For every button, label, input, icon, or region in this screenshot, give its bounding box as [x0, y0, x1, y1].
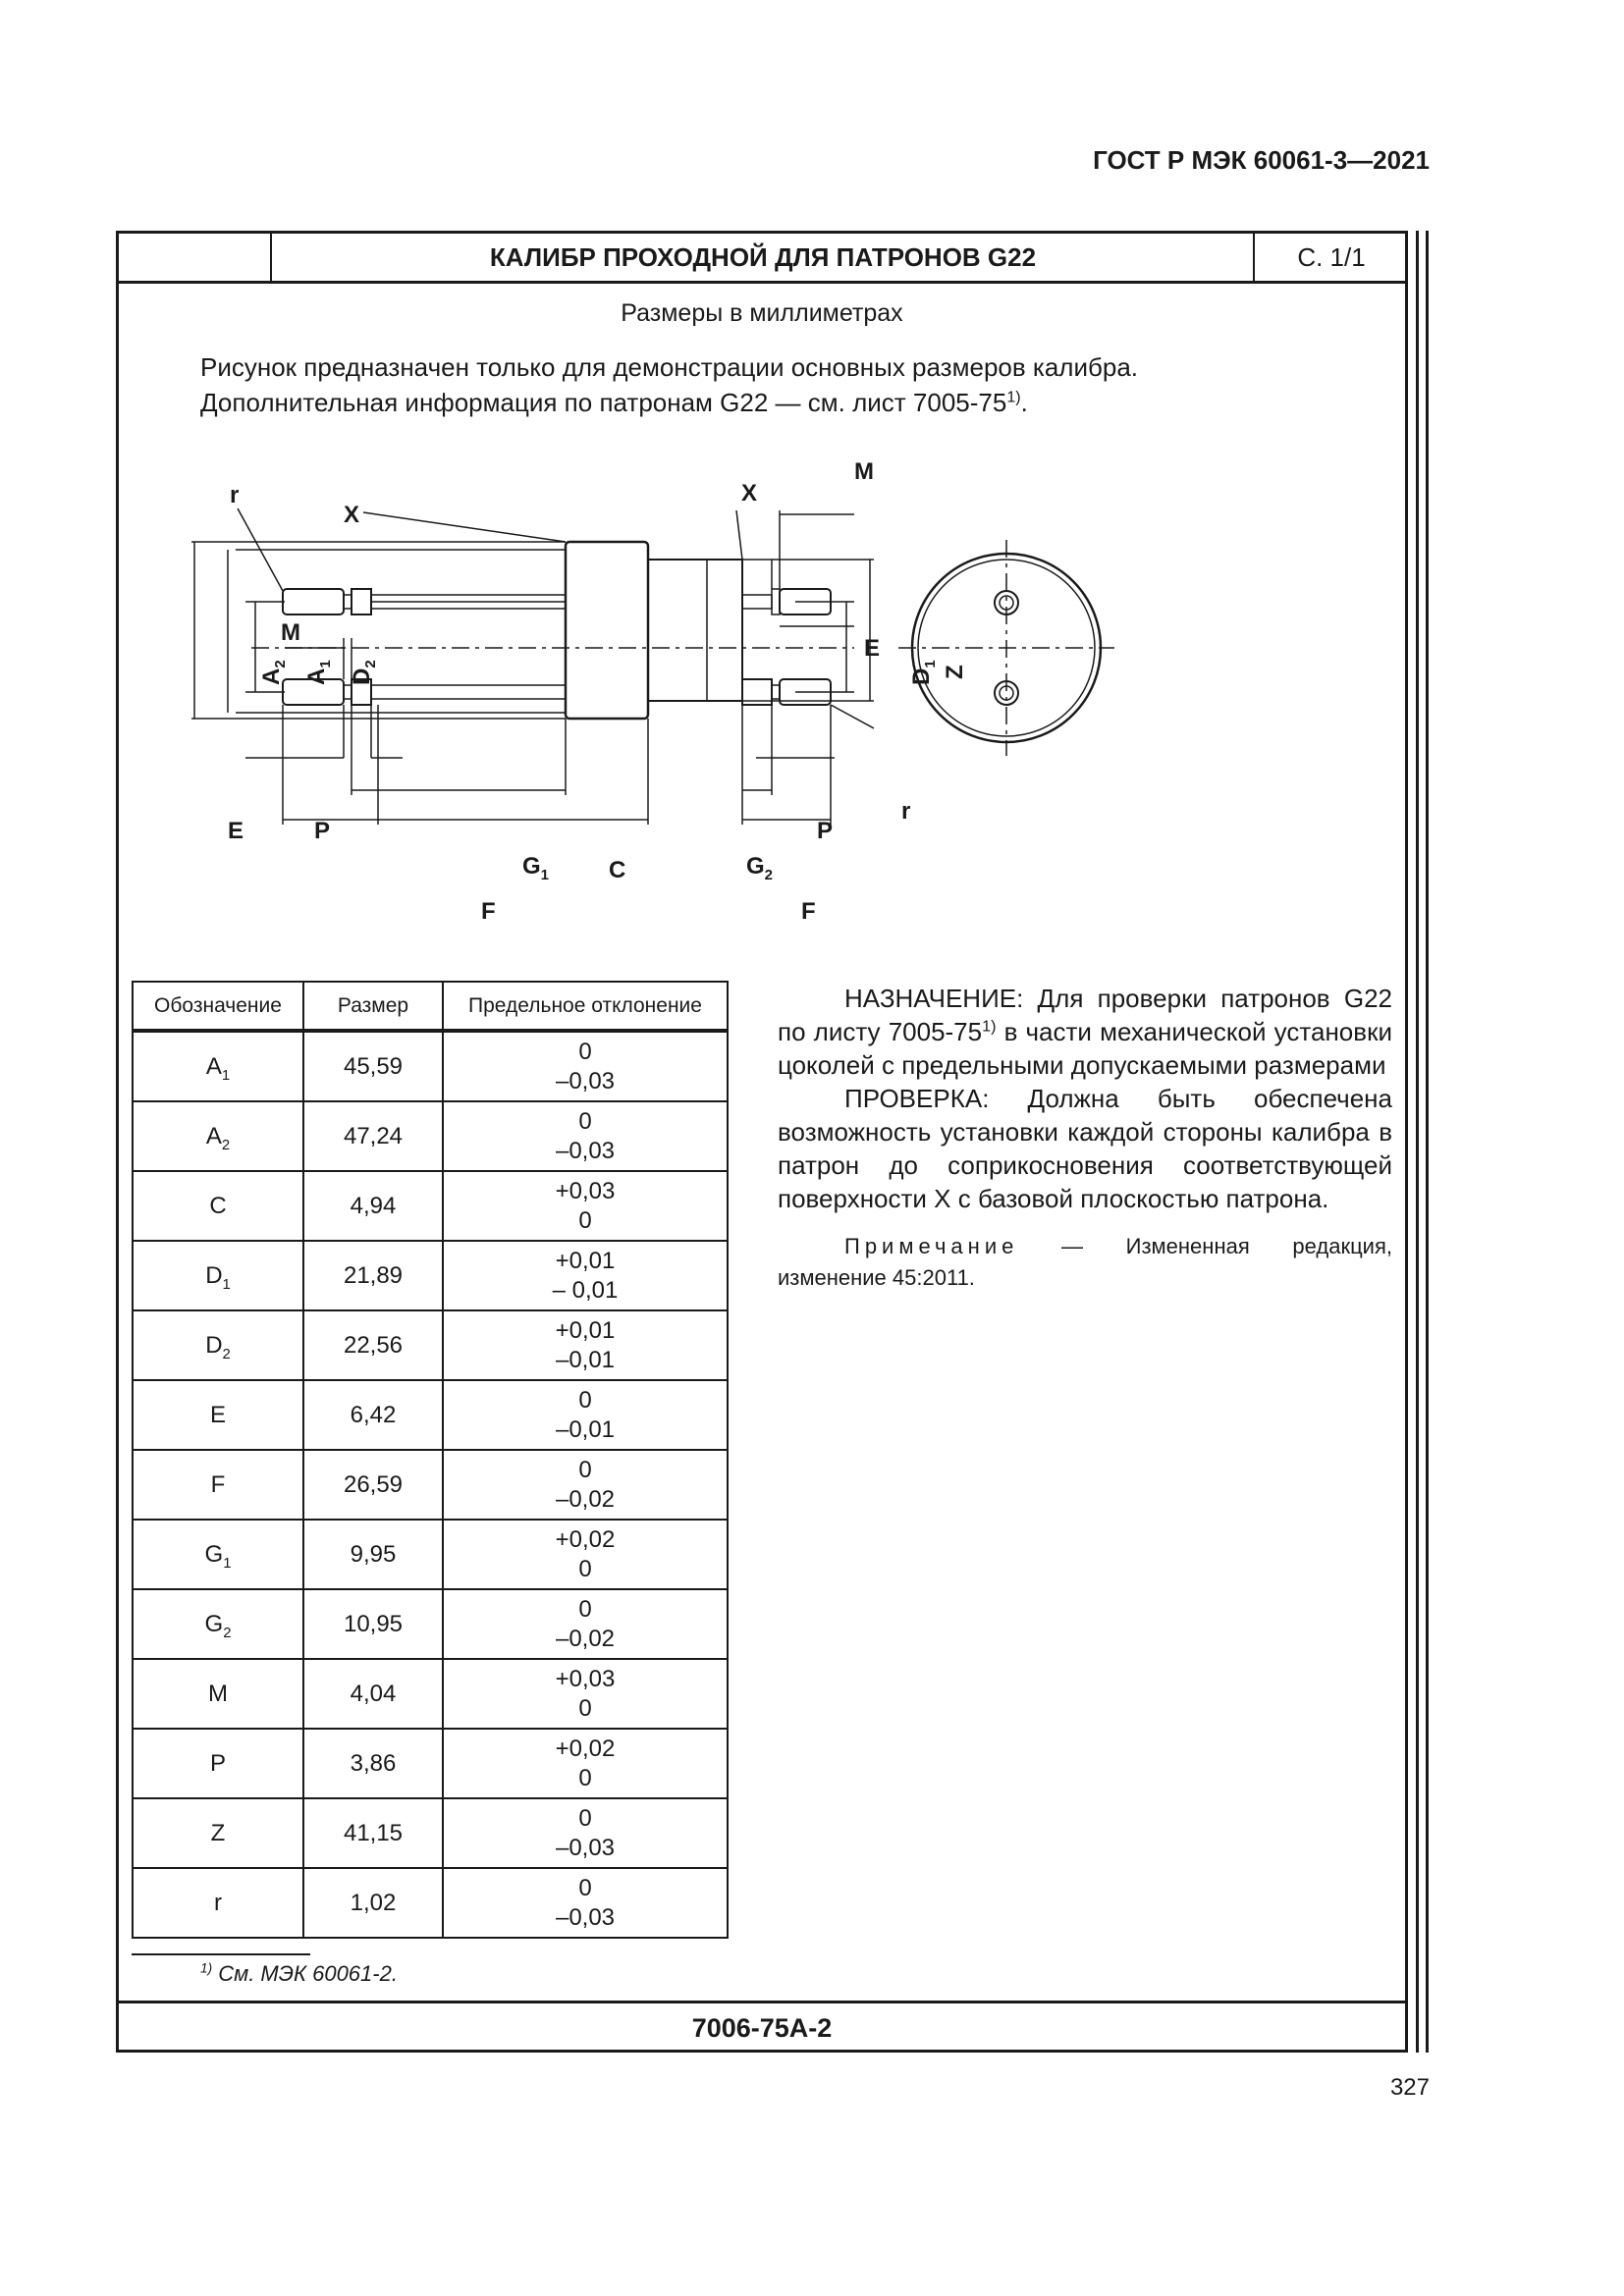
table-row [133, 1380, 728, 1450]
note-paragraph: Примечание — Измененная редакция, изменение 45:2011. [778, 1234, 1392, 1290]
label-e-right: E [864, 635, 881, 662]
cell-size: 47,24 [303, 1101, 443, 1171]
label-f-left: F [481, 898, 496, 925]
cell-designation: C [133, 1171, 303, 1241]
cell-tolerance: +0,02 0 [443, 1520, 728, 1589]
description-text [778, 982, 1392, 1294]
cell-designation: M [133, 1659, 303, 1729]
table-row [133, 1171, 728, 1241]
purpose-paragraph: НАЗНАЧЕНИЕ: Для проверки патронов G22 по листу 7005-75$^{1)}$ в части механической установки цоколей с предельными допускаемыми размерами [778, 984, 1392, 1080]
label-m-left: M [281, 619, 300, 646]
title-divider [270, 231, 272, 284]
cell-designation: E [133, 1380, 303, 1450]
sheet-number: 7006-75A-2 [116, 2001, 1408, 2053]
table-row [133, 1729, 728, 1798]
label-r-top: r [230, 482, 240, 508]
cell-tolerance: +0,01 – 0,01 [443, 1241, 728, 1310]
cell-designation: F [133, 1450, 303, 1520]
footnote-rule [132, 1953, 310, 1955]
table-row [133, 1868, 728, 1938]
cell-size: 41,15 [303, 1798, 443, 1868]
cell-tolerance: 0 –0,03 [443, 1798, 728, 1868]
cell-tolerance: 0 –0,02 [443, 1589, 728, 1659]
label-a1: $A_1$ [303, 660, 334, 685]
cell-designation: $D_1$ [133, 1241, 303, 1310]
sheet-title: КАЛИБР ПРОХОДНОЙ ДЛЯ ПАТРОНОВ G22 [489, 242, 1037, 272]
header-tolerance: Предельное отклонение [443, 982, 728, 1031]
label-c: C [609, 857, 626, 883]
label-z: Z [942, 665, 968, 679]
label-r-bottom: r [901, 798, 911, 825]
cell-tolerance: 0 –0,01 [443, 1380, 728, 1450]
intro-line-1: Рисунок предназначен только для демонстрации основных размеров калибра. [200, 352, 1139, 382]
cell-size: 4,04 [303, 1659, 443, 1729]
cell-designation: $G_1$ [133, 1520, 303, 1589]
cell-size: 1,02 [303, 1868, 443, 1938]
cell-size: 26,59 [303, 1450, 443, 1520]
cell-size: 6,42 [303, 1380, 443, 1450]
standard-designation: ГОСТ Р МЭК 60061-3—2021 [1093, 145, 1430, 175]
table-row [133, 1031, 728, 1101]
label-p-right: P [817, 818, 834, 844]
cell-tolerance: +0,03 0 [443, 1659, 728, 1729]
cell-size: 10,95 [303, 1589, 443, 1659]
frame-edge-line [1416, 231, 1419, 2053]
cell-size: 4,94 [303, 1171, 443, 1241]
cell-designation: P [133, 1729, 303, 1798]
cell-designation: $D_2$ [133, 1310, 303, 1380]
cell-tolerance: 0 –0,03 [443, 1031, 728, 1101]
label-e-left: E [228, 818, 244, 844]
label-p-left: P [314, 818, 331, 844]
label-x-right: X [741, 480, 758, 507]
table-row [133, 1589, 728, 1659]
table-row [133, 1101, 728, 1171]
table-row [133, 1241, 728, 1310]
cell-designation: r [133, 1868, 303, 1938]
table-row [133, 1310, 728, 1380]
frame-edge-line [1426, 231, 1429, 2053]
dimensions-table [132, 981, 729, 1939]
cell-tolerance: 0 –0,02 [443, 1450, 728, 1520]
left-flange [566, 542, 648, 719]
label-x-left: X [344, 502, 360, 528]
label-g2: $G_2$ [746, 853, 774, 883]
gauge-drawing [228, 452, 1286, 952]
cell-tolerance: +0,01 –0,01 [443, 1310, 728, 1380]
intro-text [200, 349, 1339, 420]
cell-tolerance: 0 –0,03 [443, 1868, 728, 1938]
label-d2: $D_2$ [349, 660, 379, 685]
sheet-page-ref: С. 1/1 [1297, 242, 1366, 272]
cell-designation: $A_2$ [133, 1101, 303, 1171]
label-m-right: M [854, 458, 874, 485]
cell-tolerance: +0,02 0 [443, 1729, 728, 1798]
cell-designation: $A_1$ [133, 1031, 303, 1101]
table-row [133, 1659, 728, 1729]
units-note: Размеры в миллиметрах [621, 299, 903, 327]
table-header-row [133, 982, 728, 1031]
label-g1: $G_1$ [522, 853, 550, 883]
cell-designation: Z [133, 1798, 303, 1868]
label-a2: $A_2$ [258, 660, 289, 685]
cell-size: 3,86 [303, 1729, 443, 1798]
cell-tolerance: 0 –0,03 [443, 1101, 728, 1171]
cell-tolerance: +0,03 0 [443, 1171, 728, 1241]
cell-size: 22,56 [303, 1310, 443, 1380]
page-number: 327 [1389, 2074, 1430, 2101]
check-paragraph: ПРОВЕРКА: Должна быть обеспечена возможность установки каждой стороны калибра в патрон до соприкосновения соответствующей поверхности X с базовой плоскостью патрона. [778, 1084, 1392, 1213]
footnote: $^{1)}$ См. МЭК 60061-2. [200, 1960, 398, 1986]
left-upper-pin [283, 589, 344, 614]
table-row [133, 1450, 728, 1520]
table-row [133, 1798, 728, 1868]
cell-size: 45,59 [303, 1031, 443, 1101]
cell-size: 9,95 [303, 1520, 443, 1589]
table-row [133, 1520, 728, 1589]
gauge-body [648, 560, 742, 701]
label-f-right: F [801, 898, 816, 925]
header-designation: Обозначение [133, 982, 303, 1031]
intro-line-2: Дополнительная информация по патронам G22 — см. лист 7005-75$^{1)}$. [200, 388, 1028, 417]
cell-size: 21,89 [303, 1241, 443, 1310]
label-d1: $D_1$ [908, 660, 939, 685]
cell-designation: $G_2$ [133, 1589, 303, 1659]
header-size: Размер [303, 982, 443, 1031]
